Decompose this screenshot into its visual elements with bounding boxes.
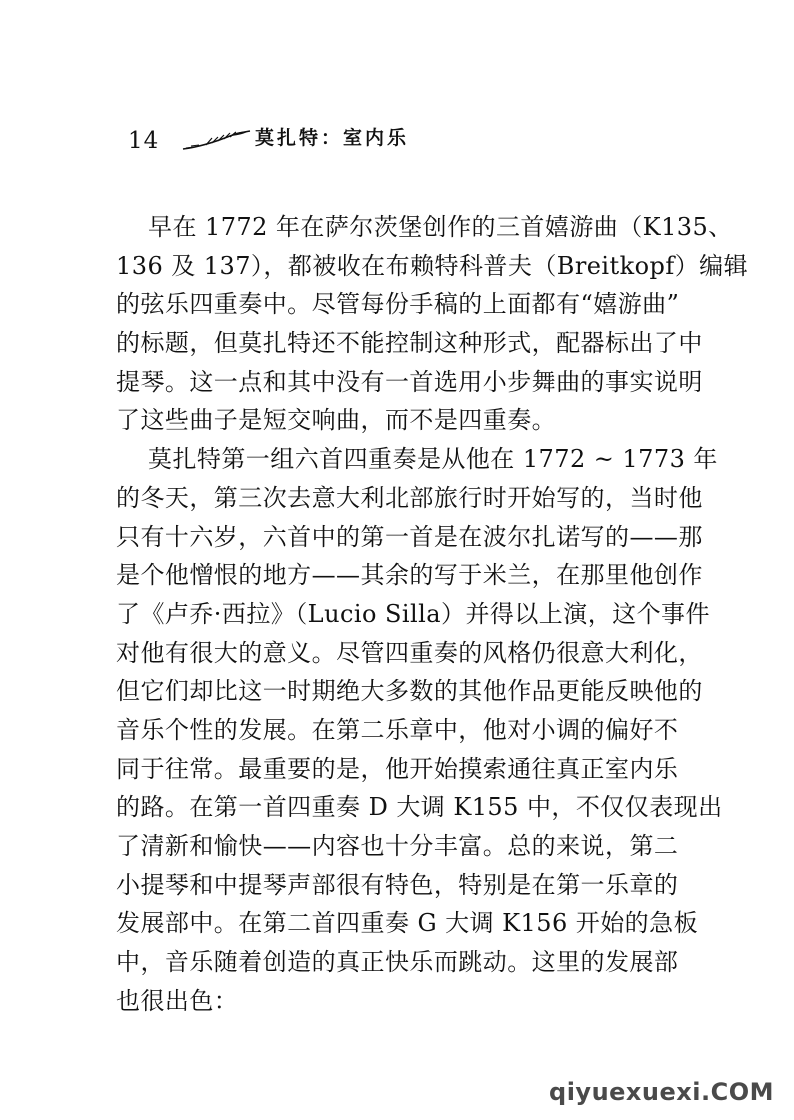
text-line: 只有十六岁，六首中的第一首是在波尔扎诺写的——那 — [116, 522, 703, 551]
text-line: 的冬天，第三次去意大利北部旅行时开始写的，当时他 — [116, 483, 703, 512]
text-line: 136 及 137），都被收在布赖特科普夫（Breitkopf）编辑 — [116, 251, 749, 280]
text-line: 对他有很大的意义。尽管四重奏的风格仍很意大利化， — [116, 638, 703, 667]
text-line: 的弦乐四重奏中。尽管每份手稿的上面都有“嬉游曲” — [116, 290, 680, 319]
running-title: 莫扎特：室内乐 — [255, 127, 410, 149]
text-line: 但它们却比这一时期绝大多数的其他作品更能反映他的 — [116, 677, 703, 706]
body-text — [116, 208, 749, 1020]
text-line: 同于往常。最重要的是，他开始摸索通往真正室内乐 — [116, 754, 679, 783]
text-line: 了这些曲子是短交响曲，而不是四重奏。 — [116, 406, 557, 435]
text-line: 莫扎特第一组六首四重奏是从他在 1772 ~ 1773 年 — [148, 445, 718, 474]
site-watermark: qiyuexuexi.COM — [549, 1078, 774, 1106]
text-line: 音乐个性的发展。在第二乐章中，他对小调的偏好不 — [116, 715, 679, 744]
page-number: 14 — [128, 128, 160, 154]
text-line: 发展部中。在第二首四重奏 G 大调 K156 开始的急板 — [116, 909, 699, 938]
text-line: 提琴。这一点和其中没有一首选用小步舞曲的事实说明 — [116, 367, 703, 396]
text-line: 早在 1772 年在萨尔茨堡创作的三首嬉游曲（K135、 — [148, 213, 733, 241]
text-line: 了清新和愉快——内容也十分丰富。总的来说，第二 — [116, 832, 679, 860]
text-line: 了《卢乔·西拉》（Lucio Silla）并得以上演，这个事件 — [116, 599, 710, 628]
page-header — [128, 124, 448, 158]
text-line: 小提琴和中提琴声部很有特色，特别是在第一乐章的 — [116, 870, 679, 899]
text-line: 的路。在第一首四重奏 D 大调 K155 中，不仅仅表现出 — [116, 793, 723, 822]
text-line: 也很出色： — [116, 986, 239, 1015]
feather-ornament-icon — [181, 129, 253, 153]
text-line: 中，音乐随着创造的真正快乐而跳动。这里的发展部 — [116, 948, 679, 977]
text-line: 是个他憎恨的地方——其余的写于米兰，在那里他创作 — [116, 561, 703, 590]
text-line: 的标题，但莫扎特还不能控制这种形式，配器标出了中 — [116, 329, 703, 358]
